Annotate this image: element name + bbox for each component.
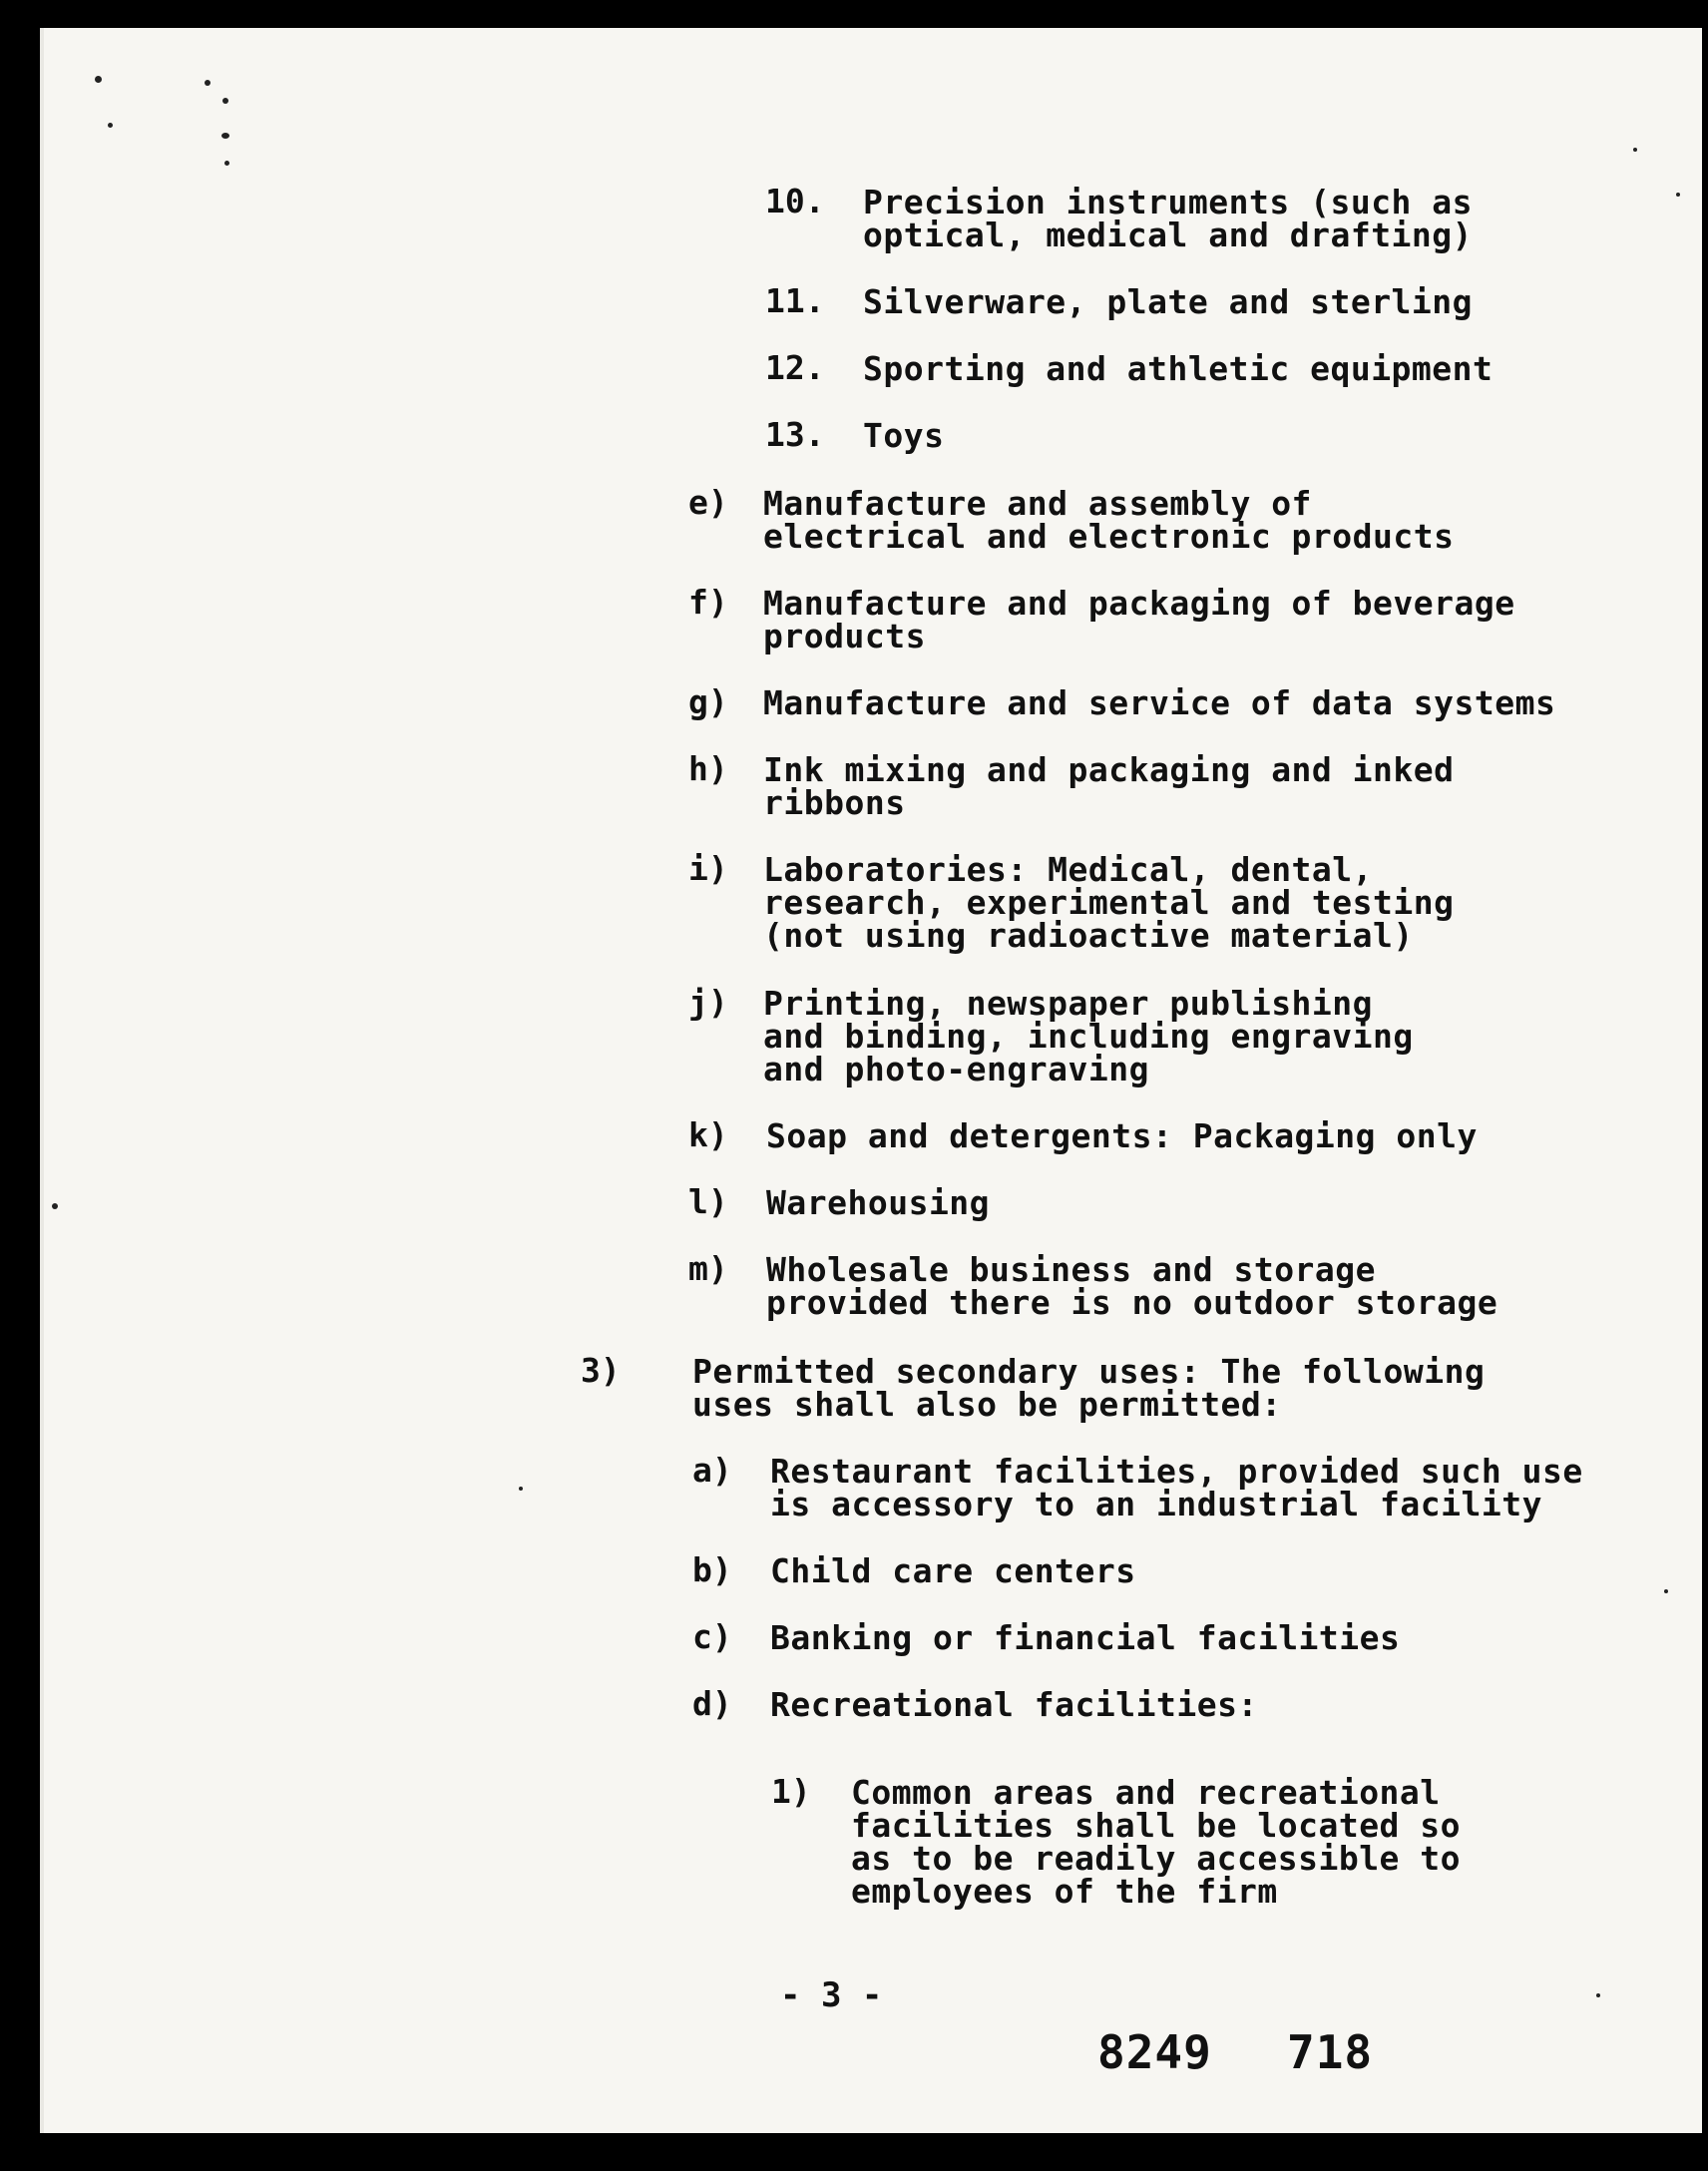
item-text: Sporting and athletic equipment [863, 349, 1494, 388]
item-text: as to be readily accessible to [851, 1839, 1462, 1878]
item-marker: l) [688, 1182, 728, 1221]
item-text: facilities shall be located so [851, 1806, 1462, 1845]
section-marker: 3) [581, 1351, 621, 1390]
scan-speck [108, 123, 113, 128]
item-text: research, experimental and testing [763, 883, 1455, 922]
item-text: Ink mixing and packaging and inked [763, 750, 1455, 789]
item-text: Manufacture and service of data systems [763, 683, 1556, 722]
item-marker: e) [688, 483, 728, 522]
item-text: (not using radioactive material) [763, 916, 1414, 955]
item-marker: h) [688, 749, 728, 788]
item-text: Soap and detergents: Packaging only [766, 1116, 1478, 1155]
scan-speck [221, 133, 229, 139]
item-text: Child care centers [770, 1551, 1136, 1590]
document-number-left: 8249 [1097, 2025, 1212, 2079]
scan-speck [222, 98, 228, 104]
item-marker: b) [692, 1550, 732, 1589]
item-marker: c) [692, 1617, 732, 1656]
item-marker: j) [688, 983, 728, 1022]
item-text: Recreational facilities: [770, 1685, 1258, 1724]
item-marker: 12. [765, 348, 825, 387]
item-text: Manufacture and packaging of beverage [763, 584, 1515, 623]
scan-speck [519, 1487, 523, 1491]
item-marker: f) [688, 583, 728, 622]
scan-speck [1676, 193, 1680, 197]
item-text: optical, medical and drafting) [863, 216, 1474, 254]
item-text: Toys [863, 416, 945, 455]
item-marker: a) [692, 1451, 732, 1490]
item-marker: 11. [765, 281, 825, 320]
page-edge [40, 28, 44, 2133]
item-marker: g) [688, 682, 728, 721]
item-text: Banking or financial facilities [770, 1618, 1401, 1657]
section-heading: uses shall also be permitted: [692, 1385, 1282, 1424]
item-text: provided there is no outdoor storage [766, 1283, 1498, 1322]
item-text: Warehousing [766, 1183, 991, 1222]
scan-speck [1633, 148, 1637, 152]
item-text: Printing, newspaper publishing [763, 984, 1374, 1023]
item-marker: i) [688, 849, 728, 888]
section-heading: Permitted secondary uses: The following [692, 1352, 1486, 1391]
item-text: Precision instruments (such as [863, 183, 1474, 221]
page-number: - 3 - [780, 1975, 883, 2015]
item-marker: 10. [765, 182, 825, 220]
item-marker: 13. [765, 415, 825, 454]
item-text: electrical and electronic products [763, 517, 1455, 556]
item-marker: k) [688, 1115, 728, 1154]
item-text: and photo-engraving [763, 1050, 1149, 1088]
item-text: products [763, 617, 926, 655]
item-text: ribbons [763, 783, 906, 822]
item-text: Restaurant facilities, provided such use [770, 1452, 1583, 1491]
item-text: Common areas and recreational [851, 1773, 1441, 1812]
item-marker: d) [692, 1684, 732, 1723]
document-page [40, 28, 1702, 2133]
scan-speck [1664, 1589, 1668, 1593]
scan-speck [205, 80, 211, 86]
document-number-right: 718 [1287, 2025, 1374, 2079]
scan-speck [95, 76, 102, 83]
item-text: Silverware, plate and sterling [863, 282, 1474, 321]
item-text: is accessory to an industrial facility [770, 1485, 1542, 1523]
item-text: Manufacture and assembly of [763, 484, 1312, 523]
scan-speck [1596, 1993, 1600, 1997]
item-marker: m) [688, 1249, 728, 1288]
item-text: Wholesale business and storage [766, 1250, 1377, 1289]
item-text: employees of the firm [851, 1872, 1278, 1911]
item-text: and binding, including engraving [763, 1017, 1414, 1056]
scan-speck [224, 161, 229, 166]
item-text: Laboratories: Medical, dental, [763, 850, 1374, 889]
item-marker: 1) [771, 1772, 811, 1811]
scan-speck [52, 1203, 58, 1209]
